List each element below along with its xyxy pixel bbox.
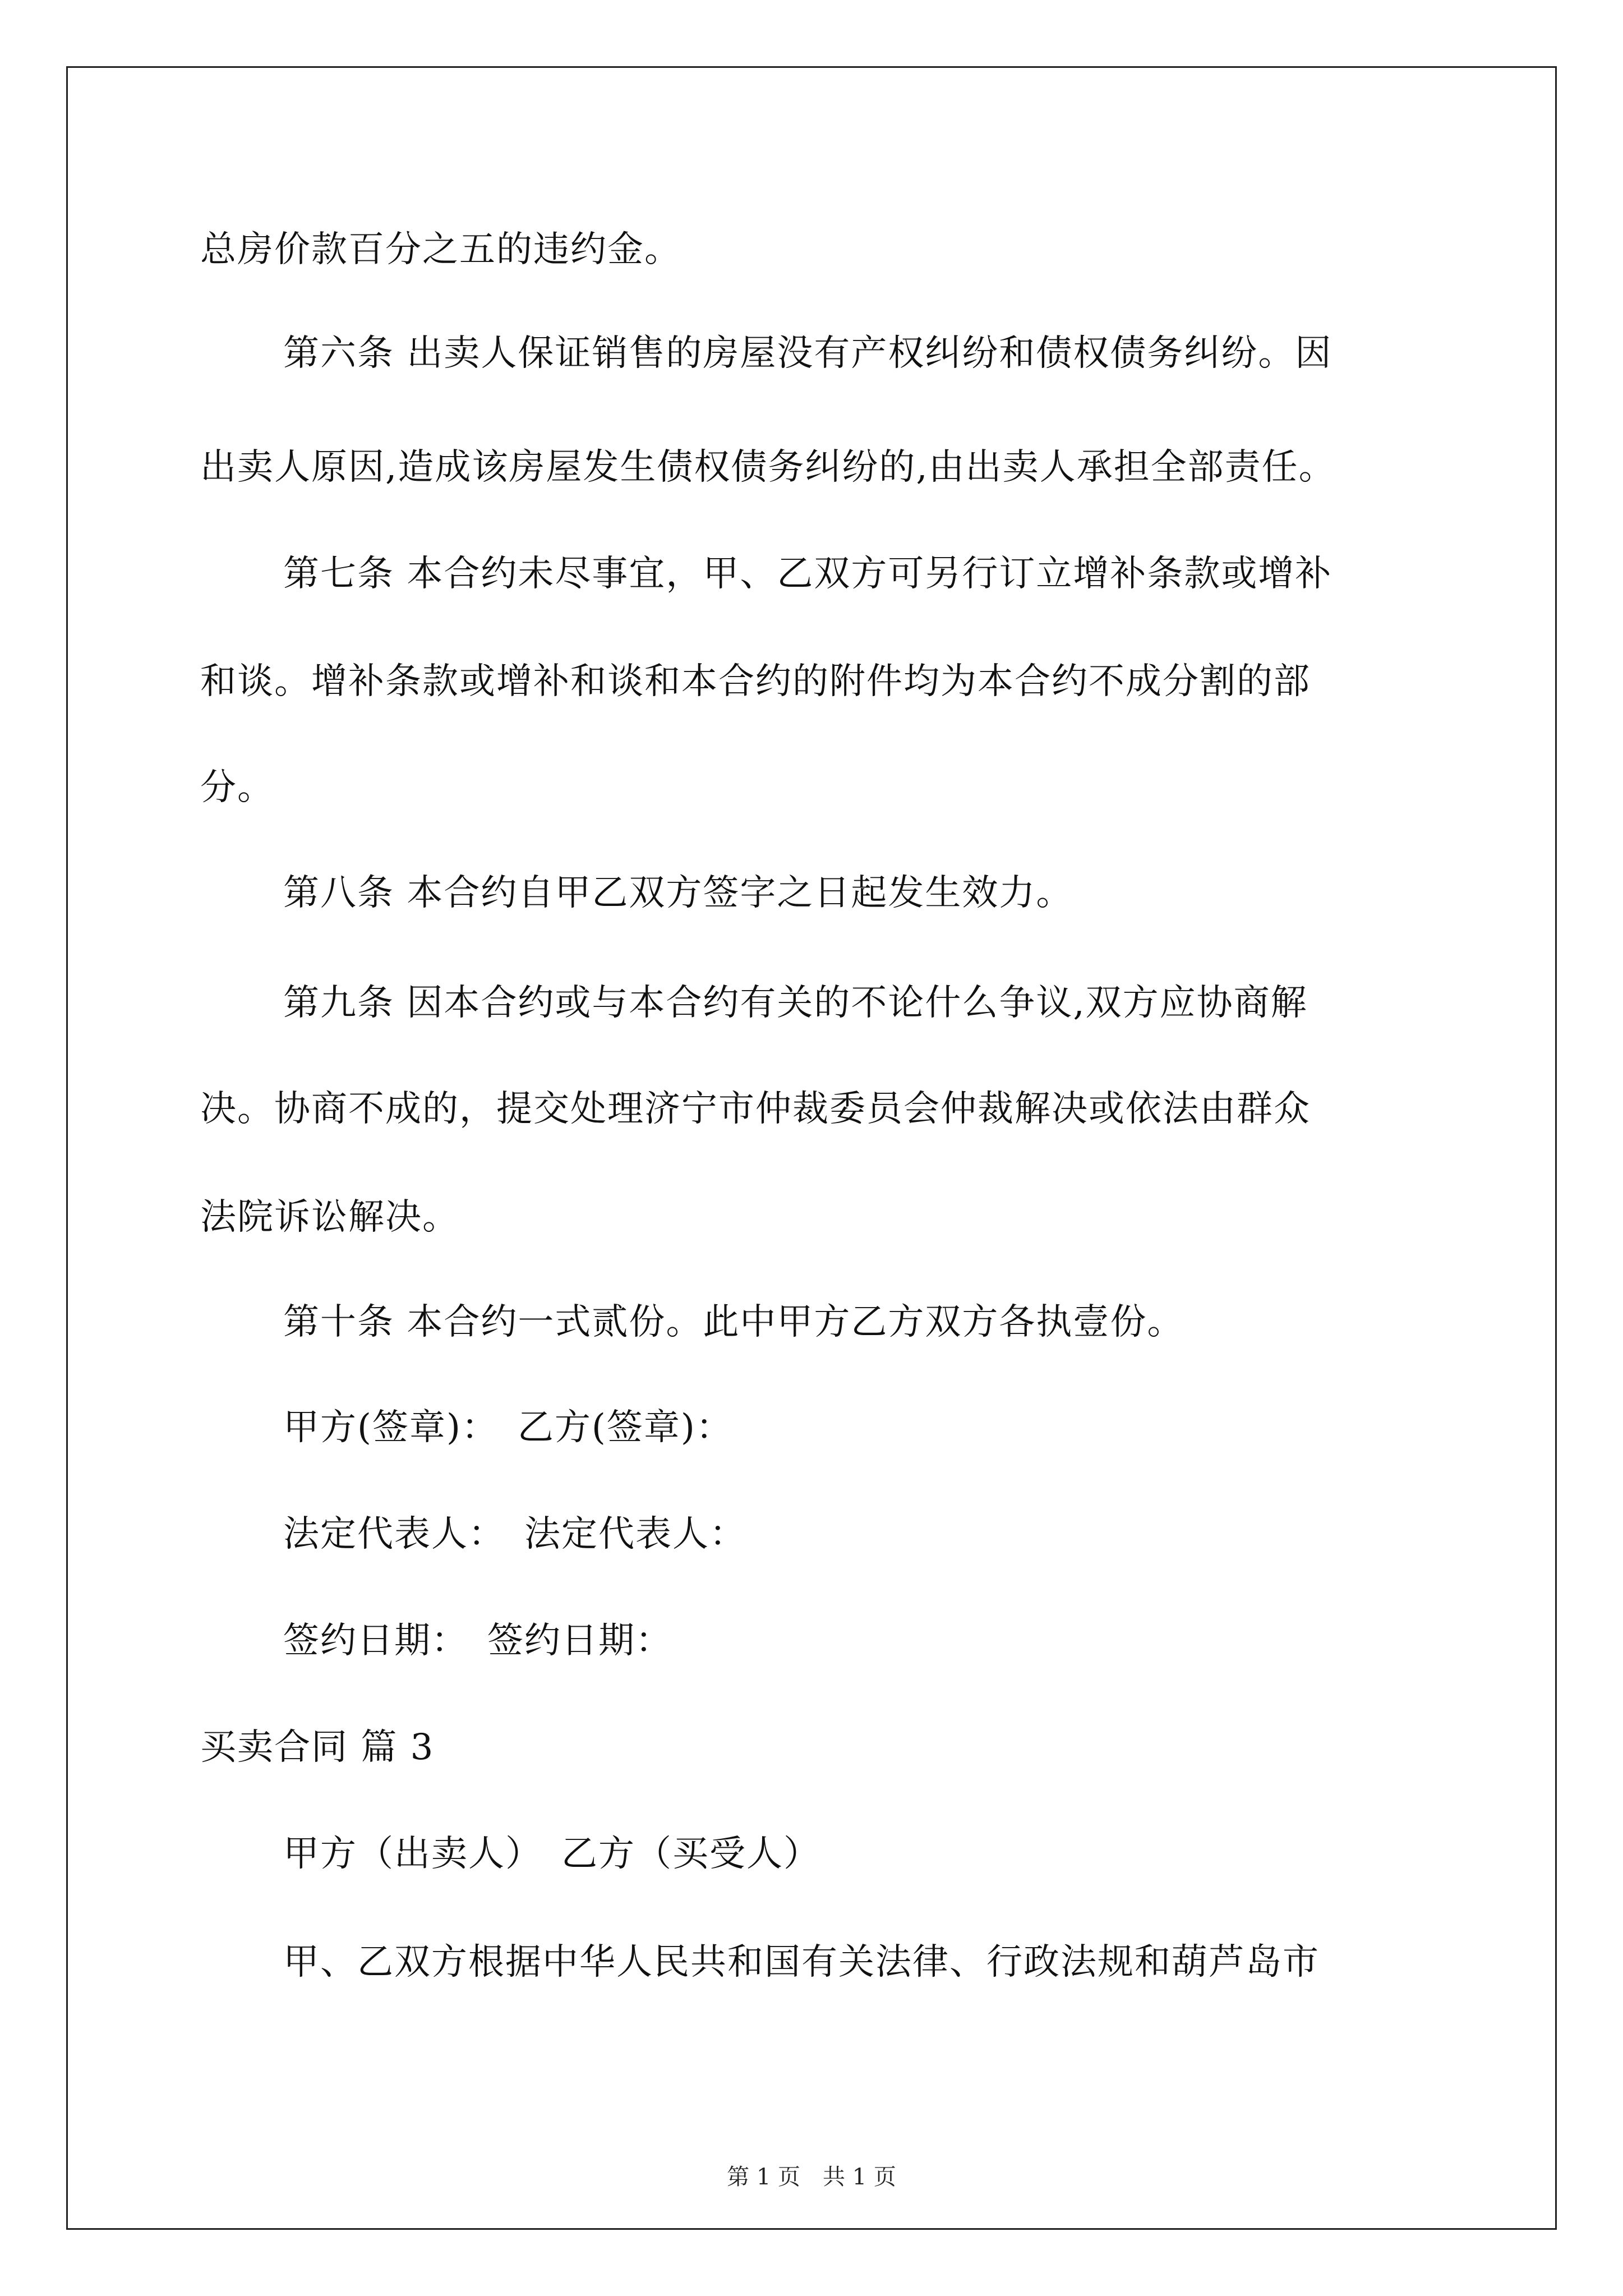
text-line: 第十条 本合约一式贰份。此中甲方乙方双方各执壹份。 bbox=[283, 1301, 1184, 1343]
text-line: 第九条 因本合约或与本合约有关的不论什么争议,双方应协商解 bbox=[283, 982, 1308, 1024]
section-heading: 买卖合同 篇 3 bbox=[200, 1727, 435, 1768]
text-line: 甲方(签章)： 乙方(签章)： bbox=[283, 1407, 733, 1448]
text-line: 第七条 本合约未尽事宜，甲、乙双方可另行订立增补条款或增补 bbox=[283, 553, 1332, 595]
text-line: 法院诉讼解决。 bbox=[200, 1197, 459, 1238]
text-line: 第六条 出卖人保证销售的房屋没有产权纠纷和债权债务纠纷。因 bbox=[283, 333, 1332, 374]
text-line: 甲方（出卖人） 乙方（买受人） bbox=[283, 1833, 820, 1875]
text-line: 出卖人原因,造成该房屋发生债权债务纠纷的,由出卖人承担全部责任。 bbox=[200, 447, 1336, 488]
text-line: 甲、乙双方根据中华人民共和国有关法律、行政法规和葫芦岛市 bbox=[283, 1941, 1320, 1983]
text-line: 分。 bbox=[200, 767, 274, 808]
text-line: 法定代表人： 法定代表人： bbox=[283, 1513, 746, 1555]
text-line: 第八条 本合约自甲乙双方签字之日起发生效力。 bbox=[283, 872, 1073, 914]
text-line: 签约日期： 签约日期： bbox=[283, 1620, 672, 1662]
page-footer: 第 1 页 共 1 页 bbox=[727, 2164, 896, 2190]
text-line: 决。协商不成的，提交处理济宁市仲裁委员会仲裁解决或依法由群众 bbox=[200, 1088, 1311, 1130]
text-line: 总房价款百分之五的违约金。 bbox=[200, 229, 681, 270]
page-border bbox=[66, 66, 1557, 2230]
text-line: 和谈。增补条款或增补和谈和本合约的附件均为本合约不成分割的部 bbox=[200, 661, 1311, 702]
